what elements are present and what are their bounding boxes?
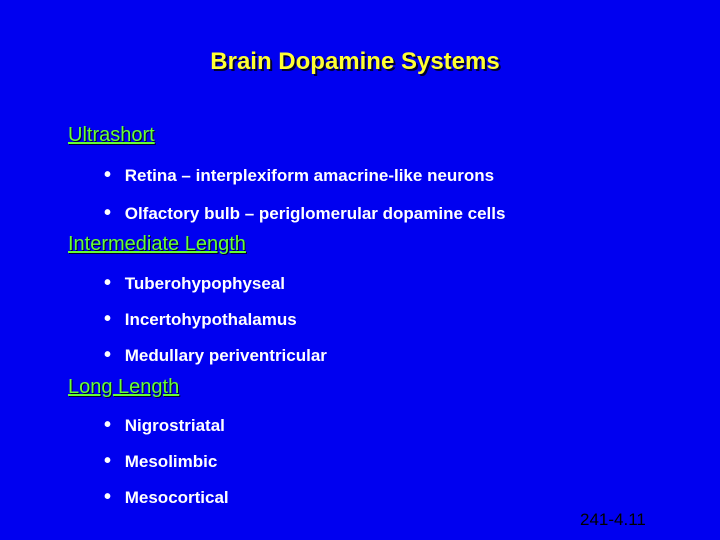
section-heading-intermediate: Intermediate Length bbox=[68, 233, 246, 255]
bullet-icon: • bbox=[104, 202, 112, 224]
bullet-icon: • bbox=[104, 344, 112, 366]
list-item bbox=[104, 488, 229, 508]
bullet-icon: • bbox=[104, 414, 112, 436]
bullet-icon: • bbox=[104, 450, 112, 472]
list-item-text: Mesocortical bbox=[124, 488, 229, 507]
slide-title: Brain Dopamine Systems bbox=[210, 48, 500, 75]
list-item-text: Olfactory bulb – periglomerular dopamine cells bbox=[124, 204, 506, 223]
bullet-icon: • bbox=[104, 272, 112, 294]
list-item bbox=[104, 310, 297, 330]
section-heading-long: Long Length bbox=[68, 376, 180, 398]
slide-number: 241-4.11 bbox=[580, 510, 646, 529]
section-heading-ultrashort: Ultrashort bbox=[68, 124, 155, 146]
list-item bbox=[104, 346, 327, 366]
list-item bbox=[104, 274, 285, 294]
list-item bbox=[104, 204, 505, 224]
list-item-text: Mesolimbic bbox=[124, 452, 218, 471]
list-item bbox=[104, 166, 494, 186]
list-item-text: Retina – interplexiform amacrine-like neurons bbox=[124, 166, 495, 185]
list-item-text: Incertohypothalamus bbox=[124, 310, 297, 329]
list-item-text: Medullary periventricular bbox=[124, 346, 327, 365]
bullet-icon: • bbox=[104, 308, 112, 330]
bullet-icon: • bbox=[104, 486, 112, 508]
list-item bbox=[104, 452, 217, 472]
list-item bbox=[104, 416, 225, 436]
list-item-text: Nigrostriatal bbox=[124, 416, 225, 435]
list-item-text: Tuberohypophyseal bbox=[124, 274, 285, 293]
bullet-icon: • bbox=[104, 164, 112, 186]
